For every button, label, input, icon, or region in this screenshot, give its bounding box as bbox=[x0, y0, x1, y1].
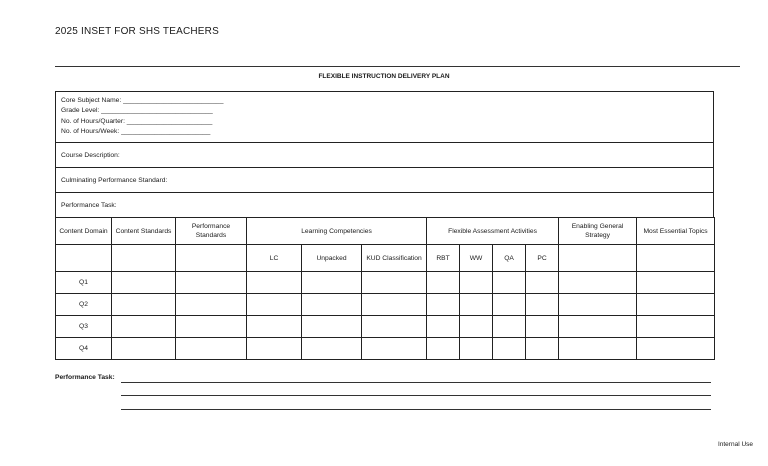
delivery-plan-table bbox=[55, 217, 715, 360]
quarter-label: Q1 bbox=[56, 272, 112, 294]
plan-form bbox=[55, 91, 714, 360]
unpacked-subheader: Unpacked bbox=[302, 245, 362, 272]
performance-task-line-1[interactable] bbox=[121, 382, 711, 383]
header-row bbox=[56, 218, 715, 245]
content-domain-header: Content Domain bbox=[56, 218, 112, 245]
performance-task-label: Performance Task: bbox=[61, 201, 117, 209]
ww-subheader: WW bbox=[460, 245, 493, 272]
internal-use-label: Internal Use bbox=[717, 441, 753, 448]
hours-quarter-field: No. of Hours/Quarter: _______________________ bbox=[61, 117, 213, 125]
lc-subheader: LC bbox=[247, 245, 302, 272]
essential-topics-header: Most Essential Topics bbox=[637, 218, 715, 245]
subject-info-box bbox=[55, 91, 714, 142]
rbt-subheader: RBT bbox=[427, 245, 460, 272]
performance-standards-header: Performance Standards bbox=[176, 218, 247, 245]
plan-title: FLEXIBLE INSTRUCTION DELIVERY PLAN bbox=[318, 73, 450, 80]
content-standards-header: Content Standards bbox=[112, 218, 176, 245]
performance-task-line-2[interactable] bbox=[121, 395, 711, 396]
course-description-box bbox=[55, 142, 714, 167]
quarter-label: Q3 bbox=[56, 316, 112, 338]
table-row bbox=[56, 272, 715, 294]
culminating-standard-box bbox=[55, 167, 714, 192]
quarter-label: Q4 bbox=[56, 338, 112, 360]
flexible-assessment-header: Flexible Assessment Activities bbox=[427, 218, 559, 245]
learning-competencies-header: Learning Competencies bbox=[247, 218, 427, 245]
qa-subheader: QA bbox=[493, 245, 526, 272]
document-title: 2025 INSET FOR SHS TEACHERS bbox=[55, 26, 219, 37]
table-row bbox=[56, 294, 715, 316]
core-subject-field: Core Subject Name: ___________________________ bbox=[61, 97, 224, 104]
grade-level-field: Grade Level: ______________________________ bbox=[61, 107, 213, 115]
title-divider bbox=[55, 66, 740, 67]
course-description-label: Course Description: bbox=[61, 151, 120, 159]
performance-task-box bbox=[55, 192, 714, 217]
enabling-strategy-header: Enabling General Strategy bbox=[559, 218, 637, 245]
table-row bbox=[56, 316, 715, 338]
kud-subheader: KUD Classification bbox=[362, 245, 427, 272]
hours-week-field: No. of Hours/Week: ________________________ bbox=[61, 128, 211, 136]
subheader-row bbox=[56, 245, 715, 272]
culminating-standard-label: Culminating Performance Standard: bbox=[61, 176, 168, 184]
pc-subheader: PC bbox=[526, 245, 559, 272]
footer-performance-task-label: Performance Task: bbox=[55, 374, 115, 381]
quarter-label: Q2 bbox=[56, 294, 112, 316]
performance-task-line-3[interactable] bbox=[121, 409, 711, 410]
table-row bbox=[56, 338, 715, 360]
